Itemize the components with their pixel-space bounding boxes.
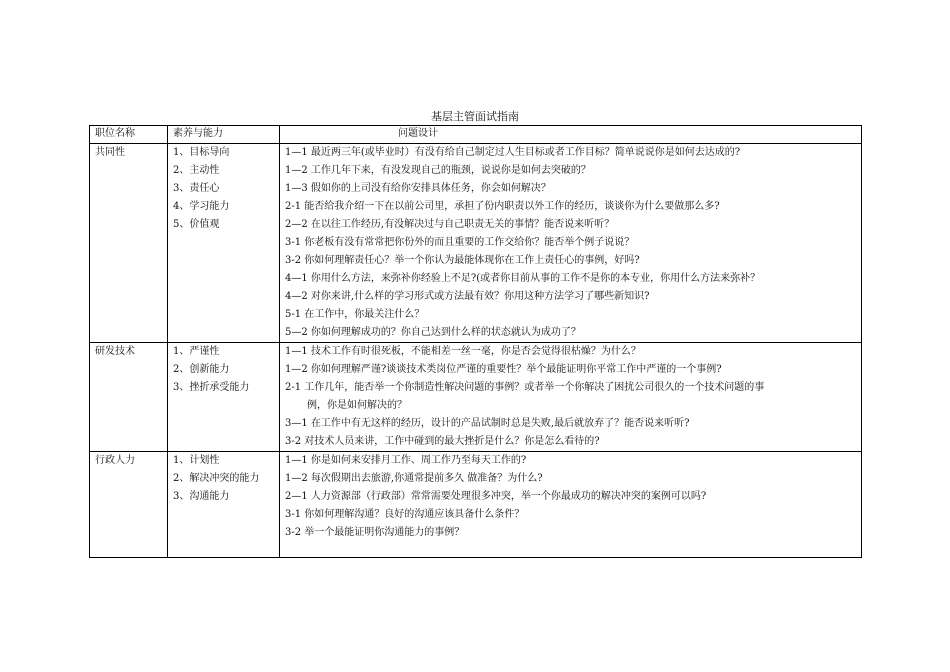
category-cell: 行政人力 bbox=[90, 452, 168, 558]
skill-item: 3、挫折承受能力 bbox=[173, 382, 250, 393]
skill-item: 2、创新能力 bbox=[173, 364, 230, 375]
question-item: 2-1 能否给我介绍一下在以前公司里，承担了份内职责以外工作的经历，谈谈你为什么要做那么多? bbox=[285, 201, 720, 212]
header-position: 职位名称 bbox=[90, 126, 168, 144]
skill-item: 1、严谨性 bbox=[173, 346, 220, 357]
skill-item: 3、责任心 bbox=[173, 183, 220, 194]
question-item: 3-2 举一个最能证明你沟通能力的事例？ bbox=[285, 527, 465, 538]
question-item: 1—2 你如何理解严谨?谈谈技术类岗位严谨的重要性？举个最能证明你平常工作中严谨的一个事例? bbox=[285, 364, 722, 375]
question-item: 5—2 你如何理解成功的？你自己达到什么样的状态就认为成功了？ bbox=[285, 327, 581, 338]
page-title: 基层主管面试指南 bbox=[431, 110, 519, 123]
skill-item: 1、目标导向 bbox=[173, 147, 230, 158]
question-text: 2-1 工作几年，能否举一个你制造性解决问题的事例？或者举一个你解决了困扰公司很久的一个技术问题的事 bbox=[285, 382, 765, 393]
question-item: 3-1 你如何理解沟通？良好的沟通应该具备什么条件？ bbox=[285, 509, 525, 520]
header-row bbox=[90, 126, 862, 144]
skills-cell bbox=[168, 343, 280, 452]
interview-guide-table bbox=[89, 125, 862, 558]
skill-item: 2、解决冲突的能力 bbox=[173, 473, 260, 484]
question-item: 1—1 你是如何来安排月工作、周工作乃至每天工作的? bbox=[285, 455, 527, 466]
question-item: 3-2 你如何理解责任心？举一个你认为最能体现你在工作上责任心的事例，好吗? bbox=[285, 255, 640, 266]
question-item: 4—1 你用什么方法，来弥补你经验上不足?(或者你目前从事的工作不是你的本专业，你用什么方法来弥补？ bbox=[285, 273, 761, 284]
skill-item: 4、学习能力 bbox=[173, 201, 230, 212]
header-competencies: 素养与能力 bbox=[168, 126, 280, 144]
question-item: 1—2 工作几年下来，有没发现自己的瓶颈，说说你是如何去突破的？ bbox=[285, 165, 591, 176]
header-questions: 问题设计 bbox=[280, 126, 862, 144]
question-item: 1—1 技术工作有时很死板，不能相差一丝一毫，你是否会觉得很枯燥？为什么？ bbox=[285, 346, 641, 357]
skills-cell bbox=[168, 452, 280, 558]
question-item: 1—1 最近两三年(或毕业时）有没有给自己制定过人生目标或者工作目标？简单说说你是如何去达成的? bbox=[285, 147, 741, 158]
question-item bbox=[285, 379, 861, 415]
question-item: 3-2 对技术人员来讲，工作中碰到的最大挫折是什么？你是怎么看待的? bbox=[285, 436, 600, 447]
question-continuation: 例，你是如何解决的？ bbox=[307, 400, 407, 411]
question-item: 1—3 假如你的上司没有给你安排具体任务，你会如何解决？ bbox=[285, 183, 551, 194]
question-item: 5-1 在工作中，你最关注什么？ bbox=[285, 309, 425, 320]
skill-item: 2、主动性 bbox=[173, 165, 220, 176]
question-item: 3-1 你老板有没有常常把你份外的而且重要的工作交给你？能否举个例子说说？ bbox=[285, 237, 635, 248]
question-item: 3—1 在工作中有无这样的经历，设计的产品试制时总是失败,最后就放弃了？能否说来听听? bbox=[285, 418, 690, 429]
skills-cell bbox=[168, 144, 280, 343]
skill-item: 1、计划性 bbox=[173, 455, 220, 466]
category-cell: 研发技术 bbox=[90, 343, 168, 452]
questions-cell bbox=[280, 144, 862, 343]
category-cell: 共同性 bbox=[90, 144, 168, 343]
table-row bbox=[90, 343, 862, 452]
skill-item: 5、价值观 bbox=[173, 219, 220, 230]
table-row bbox=[90, 452, 862, 558]
question-item: 2—1 人力资源部（行政部）常常需要处理很多冲突，举一个你最成功的解决冲突的案例可以吗? bbox=[285, 491, 707, 502]
questions-cell bbox=[280, 343, 862, 452]
question-item: 2—2 在以往工作经历,有没解决过与自己职责无关的事情？能否说来听听？ bbox=[285, 219, 615, 230]
skill-item: 3、沟通能力 bbox=[173, 491, 230, 502]
question-item: 1—2 每次假期出去旅游,你通常提前多久 做准备？为什么? bbox=[285, 473, 543, 484]
questions-cell bbox=[280, 452, 862, 558]
question-item: 4—2 对你来讲,什么样的学习形式或方法最有效？你用这种方法学习了哪些新知识? bbox=[285, 291, 650, 302]
table-row bbox=[90, 144, 862, 343]
